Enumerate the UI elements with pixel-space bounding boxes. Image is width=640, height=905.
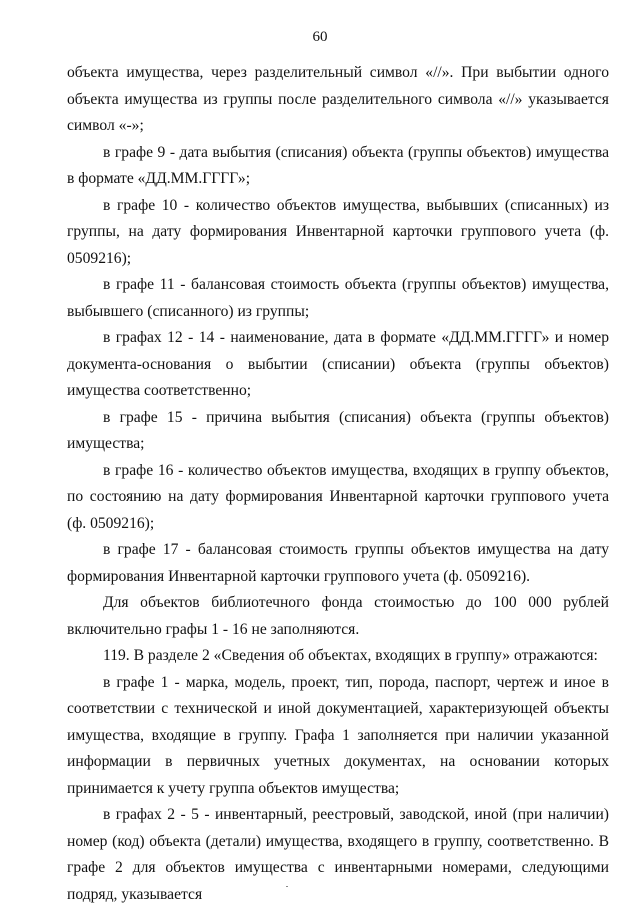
paragraph: объекта имущества, через разделительный символ «//». При выбытии одного объекта имущества из группы после разделительного символа «//» указывается символ «-»;: [67, 64, 609, 134]
paragraph: в графе 17 - балансовая стоимость группы объектов имущества на дату формирования Инвентарной карточки группового учета (ф. 0509216).: [67, 541, 609, 585]
paragraph: в графе 10 - количество объектов имущества, выбывших (списанных) из группы, на дату формирования Инвентарной карточки группового учета (ф. 0509216);: [67, 196, 609, 267]
paragraph: в графах 2 - 5 - инвентарный, реестровый, заводской, иной (при наличии) номер (код) объекта (детали) имущества, входящего в группу, соответственно. В графе 2 для объектов имущества с инвентарными номерами, следующими подряд, указывается: [67, 806, 609, 903]
paragraph: в графе 9 - дата выбытия (списания) объекта (группы объектов) имущества в формате «ДД.ММ.ГГГГ»;: [67, 143, 609, 187]
paragraph: в графе 16 - количество объектов имущества, входящих в группу объектов, по состоянию на дату формирования Инвентарной карточки группового учета (ф. 0509216);: [67, 461, 609, 532]
scan-speck: [286, 886, 288, 887]
document-body: [67, 60, 609, 905]
paragraph: Для объектов библиотечного фонда стоимостью до 100 000 рублей включительно графы 1 - 16 не заполняются.: [67, 594, 609, 638]
paragraph: 119. В разделе 2 «Сведения об объектах, входящих в группу» отражаются:: [103, 647, 598, 664]
paragraph: в графе 1 - марка, модель, проект, тип, порода, паспорт, чертеж и иное в соответствии с технической и иной документацией, характеризующей объекты имущества, входящие в группу. Графа 1 заполняется при наличии указанной информации в первичных учетных документах, на основании которых принимается к учету группа объектов имущества;: [67, 673, 609, 797]
paragraph: в графе 15 - причина выбытия (списания) объекта (группы объектов) имущества;: [67, 408, 609, 452]
page-number: 60: [312, 29, 328, 45]
paragraph: в графе 11 - балансовая стоимость объекта (группы объектов) имущества, выбывшего (списанного) из группы;: [67, 276, 609, 320]
paragraph: в графах 12 - 14 - наименование, дата в формате «ДД.ММ.ГГГГ» и номер документа-основания о выбытии (списании) объекта (группы объектов) имущества соответственно;: [67, 329, 609, 399]
